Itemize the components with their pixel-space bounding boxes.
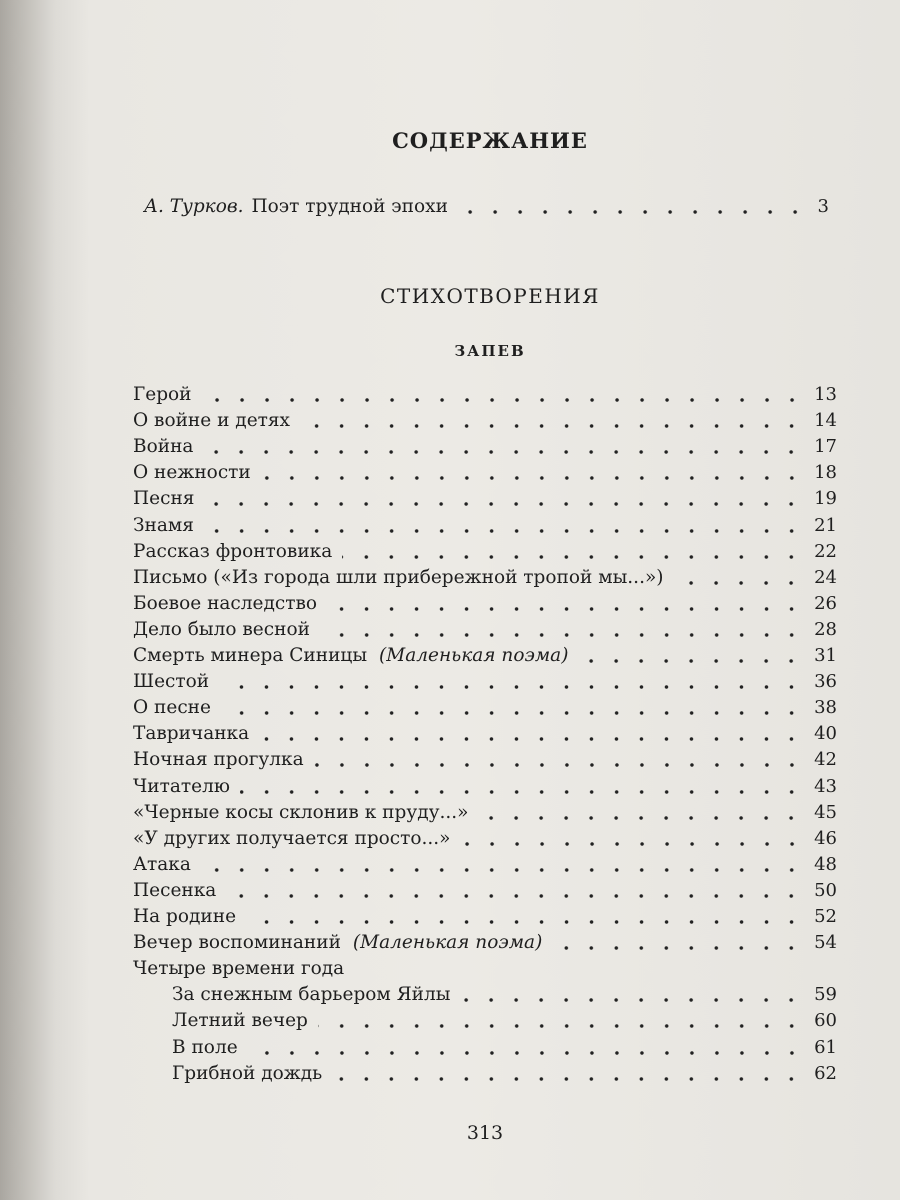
toc-entry <box>133 669 837 695</box>
entry-page: 50 <box>814 879 837 901</box>
entry-title: О песне <box>133 697 211 719</box>
entry-note: (Маленькая поэма) <box>352 932 543 954</box>
entry-title: Смерть минера Синицы <box>133 645 368 666</box>
dot-leader <box>461 842 805 846</box>
toc-entry <box>172 1061 837 1087</box>
toc-entry <box>133 460 837 486</box>
entry-title: Читателю <box>133 775 230 797</box>
dot-leader <box>552 946 804 950</box>
entry-title: «У других получается просто...» <box>133 827 451 849</box>
dot-leader <box>320 633 804 637</box>
entry-title: Герой <box>133 384 192 405</box>
dot-leader <box>673 581 804 585</box>
dot-leader <box>204 529 804 533</box>
dot-leader <box>314 763 804 767</box>
entry-page: 54 <box>814 932 837 954</box>
dot-leader <box>478 816 804 820</box>
subsection-title: ЗАПЕВ <box>454 342 526 360</box>
entry-title: Летний вечер <box>172 1010 308 1032</box>
toc-entry <box>133 956 837 982</box>
toc-entry <box>133 486 837 512</box>
entry-title: На родине <box>133 906 237 927</box>
dot-leader <box>300 424 804 428</box>
dot-leader <box>259 737 804 741</box>
toc-entry <box>133 930 837 956</box>
entry-page: 22 <box>814 540 837 562</box>
entry-title: О нежности <box>133 462 251 484</box>
entry-page: 31 <box>814 645 837 666</box>
entry-page: 43 <box>814 775 837 797</box>
dot-leader <box>578 659 804 663</box>
entry-page: 21 <box>814 514 837 536</box>
dot-leader <box>342 555 804 559</box>
dot-leader <box>458 210 808 214</box>
entry-title: Грибной дождь <box>172 1062 323 1084</box>
dot-leader <box>318 1024 804 1028</box>
entry-page: 59 <box>814 984 837 1006</box>
toc-entry <box>133 774 837 800</box>
toc-entry <box>133 617 837 643</box>
page-number: 313 <box>466 1122 504 1144</box>
toc-entry <box>133 852 837 878</box>
page-title: СОДЕРЖАНИЕ <box>392 128 588 153</box>
entry-title: Знамя <box>133 514 194 536</box>
entry-page: 26 <box>814 592 837 614</box>
toc-entry <box>133 904 837 930</box>
entry-title: Дело было весной <box>133 618 310 640</box>
entry-page: 48 <box>814 853 837 875</box>
toc-entry <box>172 982 837 1008</box>
entry-page: 42 <box>814 749 837 771</box>
entry-page: 46 <box>814 827 837 849</box>
entry-page: 13 <box>814 384 837 405</box>
toc-entry <box>133 878 837 904</box>
entry-page: 61 <box>814 1036 837 1058</box>
entry-page: 24 <box>814 566 837 588</box>
entry-title: Боевое наследство <box>133 592 318 614</box>
entry-title: Четыре времени года <box>133 958 345 980</box>
toc-entry <box>133 721 837 747</box>
dot-leader <box>203 450 804 454</box>
entry-page: 45 <box>814 801 837 823</box>
entry-page: 18 <box>814 462 837 484</box>
entry-title: За снежным барьером Яйлы <box>172 984 451 1006</box>
entry-page: 19 <box>814 488 837 510</box>
dot-leader <box>201 868 804 872</box>
entry-title: Рассказ фронтовика <box>133 540 333 562</box>
dot-leader <box>204 502 804 506</box>
entry-page: 28 <box>814 618 837 640</box>
entry-page: 17 <box>814 436 837 458</box>
entry-title: Тавричанка <box>133 723 250 745</box>
toc-entry <box>172 1008 837 1034</box>
entry-page: 62 <box>814 1062 837 1084</box>
toc-entry <box>133 695 837 721</box>
toc-entry <box>133 747 837 773</box>
dot-leader <box>246 920 804 924</box>
entry-page: 40 <box>814 723 837 745</box>
toc-entry <box>133 643 837 669</box>
toc-entry <box>133 539 837 565</box>
entry-title: Песенка <box>133 879 217 901</box>
entry-title: Война <box>133 436 194 458</box>
entry-page: 38 <box>814 697 837 719</box>
entry-title: Песня <box>133 488 195 510</box>
toc-entry <box>133 565 837 591</box>
dot-leader <box>261 476 804 480</box>
toc-entry <box>133 826 837 852</box>
preface-entry <box>144 194 829 220</box>
entry-page: 36 <box>814 671 837 693</box>
dot-leader <box>219 685 804 689</box>
toc-entry <box>133 408 837 434</box>
toc-entry <box>133 800 837 826</box>
toc-entry <box>172 1035 837 1061</box>
entry-page: 60 <box>814 1010 837 1032</box>
entry-title: «Черные косы склонив к пруду...» <box>133 801 469 823</box>
toc-entry <box>133 382 837 408</box>
entry-title: В поле <box>172 1036 238 1058</box>
dot-leader <box>202 398 805 402</box>
entry-page: 14 <box>814 410 837 432</box>
entry-title: Ночная прогулка <box>133 749 304 771</box>
dot-leader <box>221 711 804 715</box>
entry-title: Письмо («Из города шли прибережной тропой мы...») <box>133 566 664 588</box>
toc-entry <box>133 513 837 539</box>
section-title: СТИХОТВОРЕНИЯ <box>380 284 600 308</box>
preface-author: А. Турков. <box>144 196 244 217</box>
dot-leader <box>332 1077 804 1081</box>
dot-leader <box>460 998 804 1002</box>
entry-title: О войне и детях <box>133 410 290 432</box>
toc-entry <box>133 591 837 617</box>
dot-leader <box>240 790 804 794</box>
entry-page: 52 <box>814 906 837 927</box>
toc-entry <box>133 434 837 460</box>
dot-leader <box>327 607 804 611</box>
entry-title: Шестой <box>133 671 210 693</box>
entry-note: (Маленькая поэма) <box>379 645 569 666</box>
dot-leader <box>248 1051 804 1055</box>
preface-page: 3 <box>817 196 829 217</box>
entry-title: Атака <box>133 853 191 875</box>
dot-leader <box>226 894 804 898</box>
preface-title: Поэт трудной эпохи <box>251 196 448 217</box>
entry-title: Вечер воспоминаний <box>133 932 341 954</box>
